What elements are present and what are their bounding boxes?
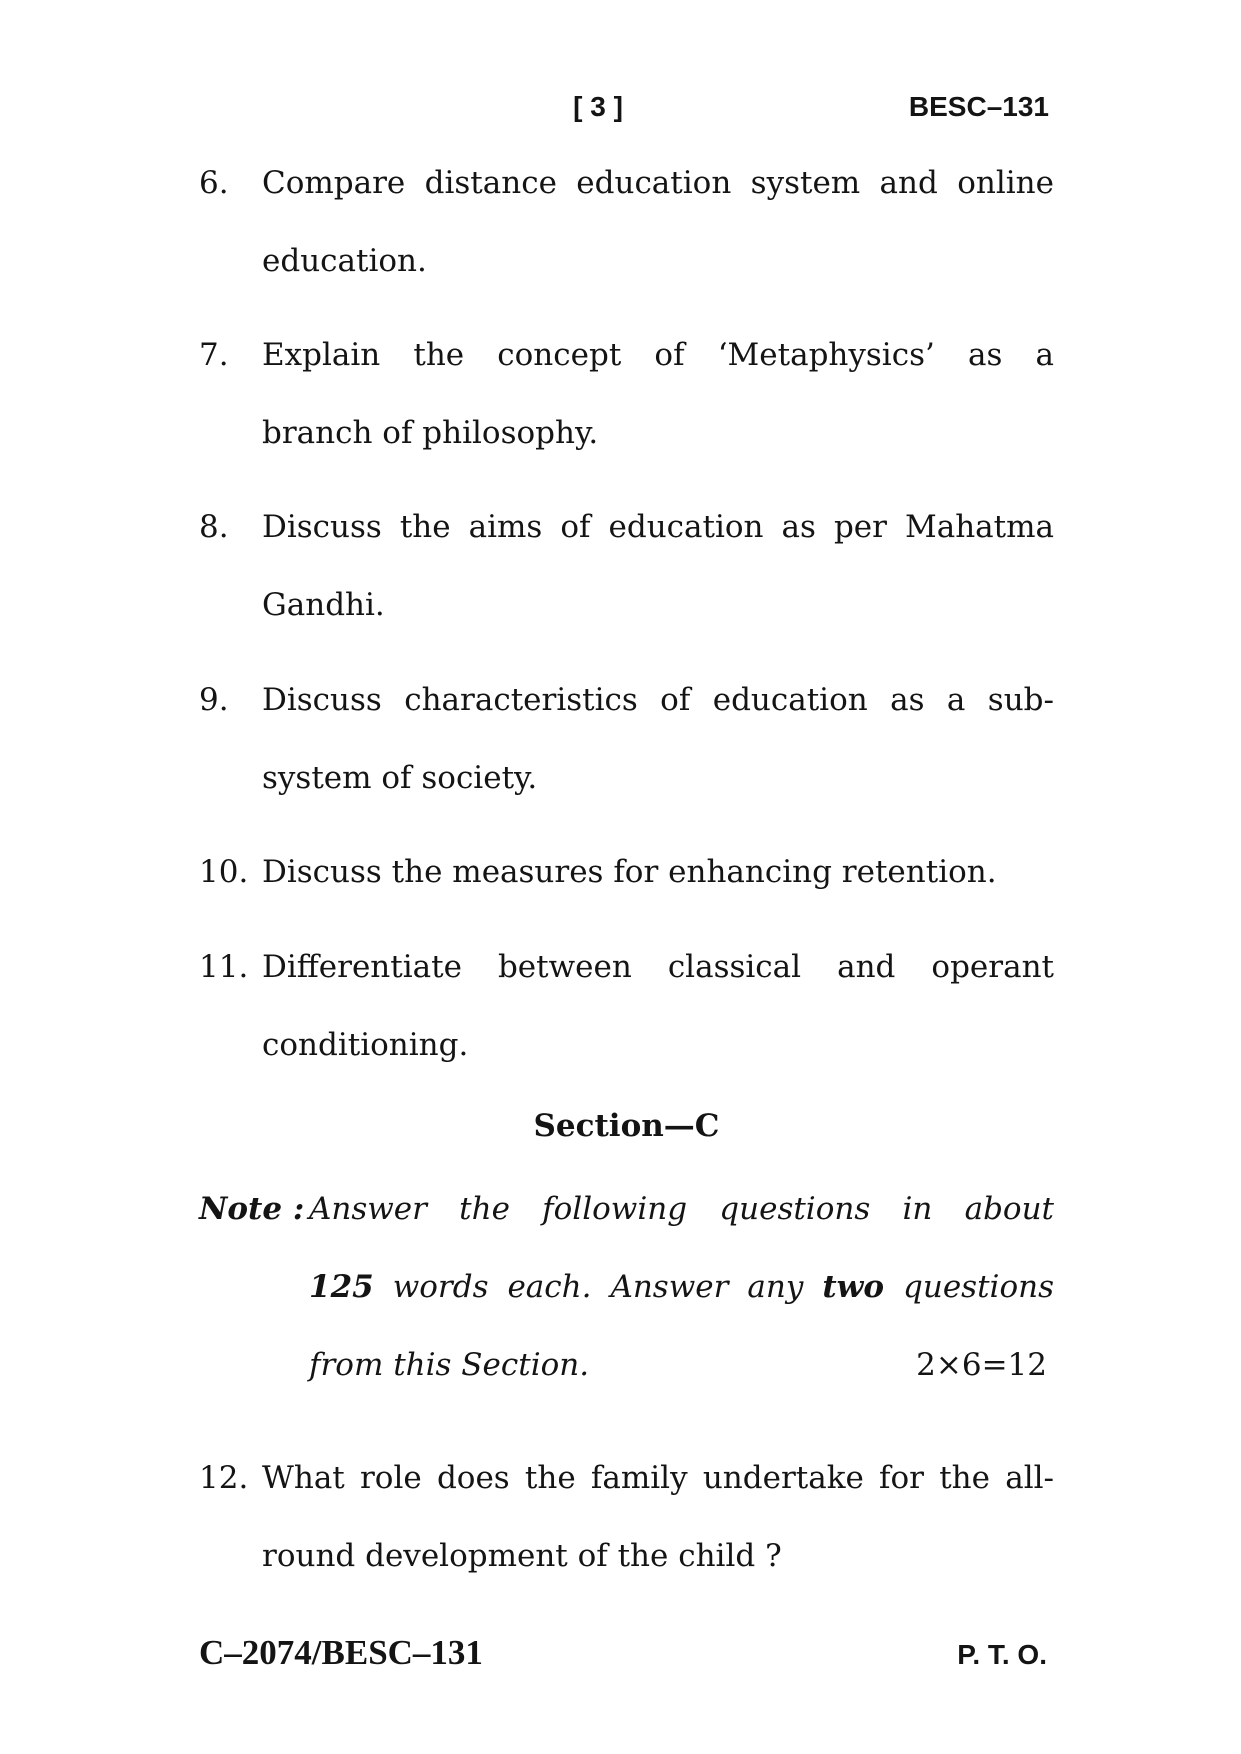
question-number: 12.	[199, 1460, 249, 1496]
question-6	[199, 144, 1054, 300]
question-7	[199, 316, 1054, 472]
question-text	[262, 661, 1054, 817]
question-9	[199, 661, 1054, 817]
question-number: 10.	[199, 854, 249, 890]
question-text-line: Differentiate between classical and operant	[262, 949, 1054, 985]
note-line-text: questions	[903, 1269, 1054, 1305]
question-number: 11.	[199, 949, 249, 985]
question-text	[262, 1439, 1054, 1595]
question-text-line: branch of philosophy.	[262, 415, 599, 451]
question-text-line: Explain the concept of ‘Metaphysics’ as a	[262, 337, 1054, 373]
note-line	[309, 1326, 1054, 1404]
section-heading: Section—C	[533, 1108, 720, 1144]
question-text	[262, 144, 1054, 300]
course-code: BESC–131	[908, 91, 1049, 122]
question-8	[199, 488, 1054, 644]
question-number: 7.	[199, 337, 229, 373]
question-text	[262, 833, 1054, 911]
page-turn-indicator: P. T. O.	[957, 1639, 1047, 1670]
question-number: 8.	[199, 509, 229, 545]
question-count-emphasis: two	[822, 1269, 885, 1305]
question-text-line: system of society.	[262, 760, 538, 796]
word-count: 125	[309, 1269, 374, 1305]
note-line: Answer the following questions in about	[309, 1191, 1054, 1227]
question-text-line: education.	[262, 243, 427, 279]
page-number: [ 3 ]	[573, 91, 623, 122]
question-number: 6.	[199, 165, 229, 201]
question-text-line: round development of the child ?	[262, 1538, 782, 1574]
question-text-line: Gandhi.	[262, 587, 385, 623]
question-text-line: What role does the family undertake for the all-	[262, 1460, 1054, 1496]
question-text-line: Discuss the measures for enhancing retention.	[262, 854, 997, 890]
question-number: 9.	[199, 682, 229, 718]
question-text-line: Compare distance education system and online	[262, 165, 1054, 201]
question-text-line: Discuss characteristics of education as a sub-	[262, 682, 1054, 718]
question-10	[199, 833, 1054, 911]
question-text	[262, 488, 1054, 644]
question-text	[262, 316, 1054, 472]
question-12	[199, 1439, 1054, 1595]
question-11	[199, 928, 1054, 1084]
note-line-text: from this Section.	[309, 1347, 590, 1383]
note-line	[309, 1248, 1054, 1326]
note-line-text: words each. Answer any	[392, 1269, 804, 1305]
question-text	[262, 928, 1054, 1084]
note-text	[309, 1170, 1054, 1404]
marks-allocation: 2×6=12	[916, 1347, 1047, 1383]
note-label: Note :	[199, 1191, 305, 1227]
question-text-line: Discuss the aims of education as per Mahatma	[262, 509, 1054, 545]
question-text-line: conditioning.	[262, 1027, 469, 1063]
paper-code: C–2074/BESC–131	[199, 1633, 483, 1672]
footer	[199, 1633, 1047, 1675]
